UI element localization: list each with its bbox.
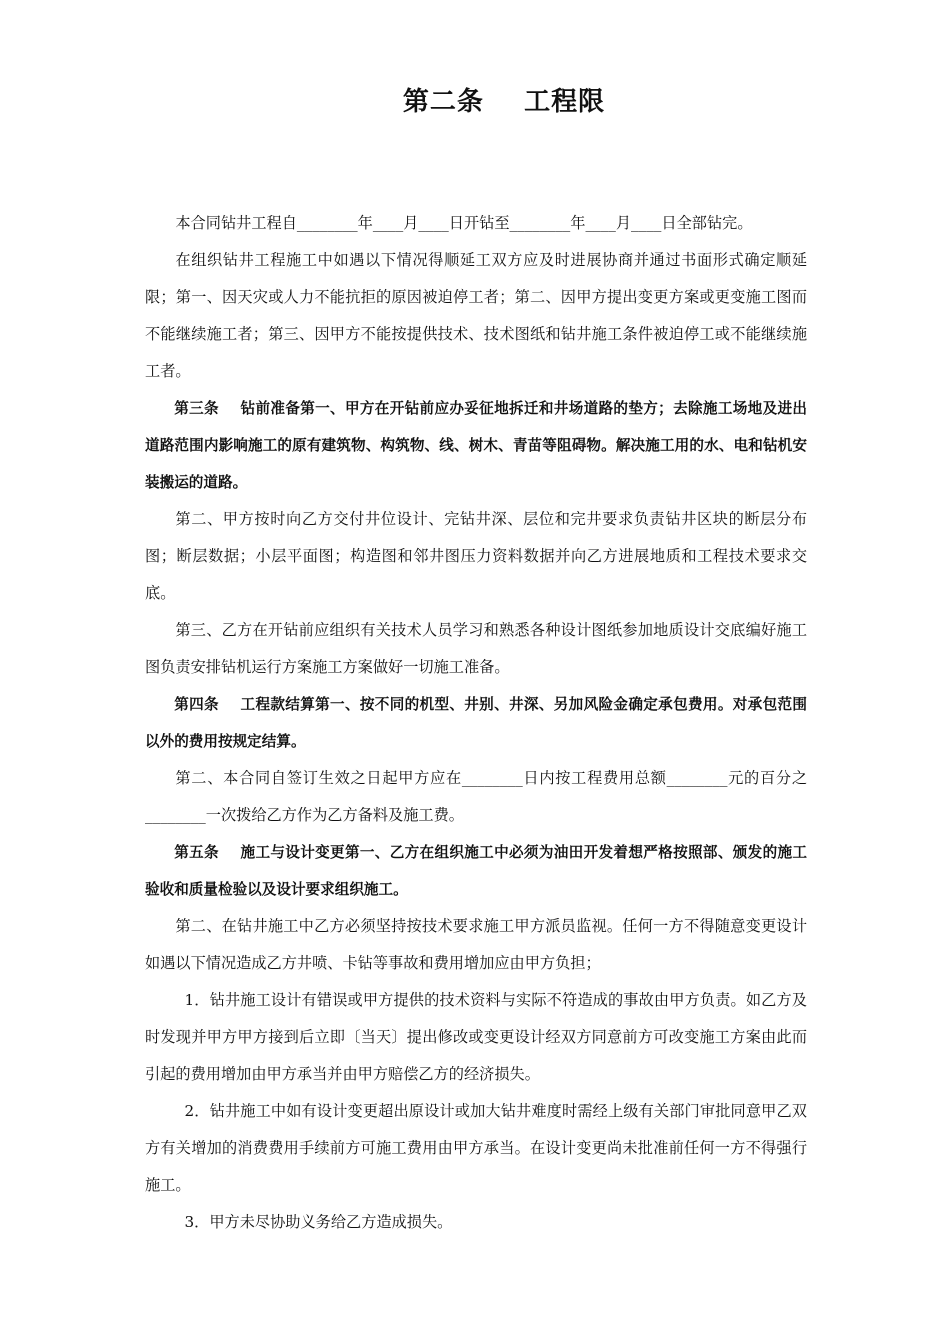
paragraph-1: 本合同钻井工程自________年____月____日开钻至________年____月____日全部钻完。: [175, 214, 753, 232]
paragraph-9: 第二、在钻井施工中乙方必须坚持按技术要求施工甲方派员监视。任何一方不得随意变更设计如遇以下情况造成乙方井喷、卡钻等事故和费用增加应由甲方负担；: [145, 917, 807, 972]
list-item-2: 2．钻井施工中如有设计变更超出原设计或加大钻井难度时需经上级有关部门审批同意甲乙双方有关增加的消费费用手续前方可施工费用由甲方承当。在设计变更尚未批准前任何一方不得强行施工。: [145, 1102, 807, 1194]
page-title: 第二条 工程限: [402, 87, 606, 117]
paragraph-4: 第二、甲方按时向乙方交付井位设计、完钻井深、层位和完井要求负责钻井区块的断层分布图；断层数据；小层平面图；构造图和邻井图压力资料数据并向乙方进展地质和工程技术要求交底。: [145, 510, 807, 602]
article-3-heading-paragraph: 第三条 钻前准备第一、甲方在开钻前应办妥征地拆迁和井场道路的垫方；去除施工场地及进出道路范围内影响施工的原有建筑物、构筑物、线、树木、青苗等阻碍物。解决施工用的水、电和钻机安装搬运的道路。: [145, 400, 807, 491]
document-body: [145, 205, 807, 1241]
article-5-heading-paragraph: 第五条 施工与设计变更第一、乙方在组织施工中必须为油田开发着想严格按照部、颁发的施工验收和质量检验以及设计要求组织施工。: [145, 844, 807, 898]
list-item-3: 3．甲方未尽协助义务给乙方造成损失。: [184, 1213, 453, 1231]
paragraph-7: 第二、本合同自签订生效之日起甲方应在________日内按工程费用总额________元的百分之________一次拨给乙方作为乙方备料及施工费。: [145, 769, 807, 824]
paragraph-2: 在组织钻井工程施工中如遇以下情况得顺延工双方应及时进展协商并通过书面形式确定顺延限；第一、因天灾或人力不能抗拒的原因被迫停工者；第二、因甲方提出变更方案或更变施工图而不能继续施工者；第三、因甲方不能按提供技术、技术图纸和钻井施工条件被迫停工或不能继续施工者。: [145, 251, 807, 380]
paragraph-5: 第三、乙方在开钻前应组织有关技术人员学习和熟悉各种设计图纸参加地质设计交底编好施工图负责安排钻机运行方案施工方案做好一切施工准备。: [145, 621, 807, 676]
article-4-heading-paragraph: 第四条 工程款结算第一、按不同的机型、井别、井深、另加风险金确定承包费用。对承包范围以外的费用按规定结算。: [145, 696, 807, 750]
list-item-1: 1．钻井施工设计有错误或甲方提供的技术资料与实际不符造成的事故由甲方负责。如乙方及时发现并甲方甲方接到后立即〔当天〕提出修改或变更设计经双方同意前方可改变施工方案由此而引起的费用增加由甲方承当并由甲方赔偿乙方的经济损失。: [145, 991, 807, 1083]
